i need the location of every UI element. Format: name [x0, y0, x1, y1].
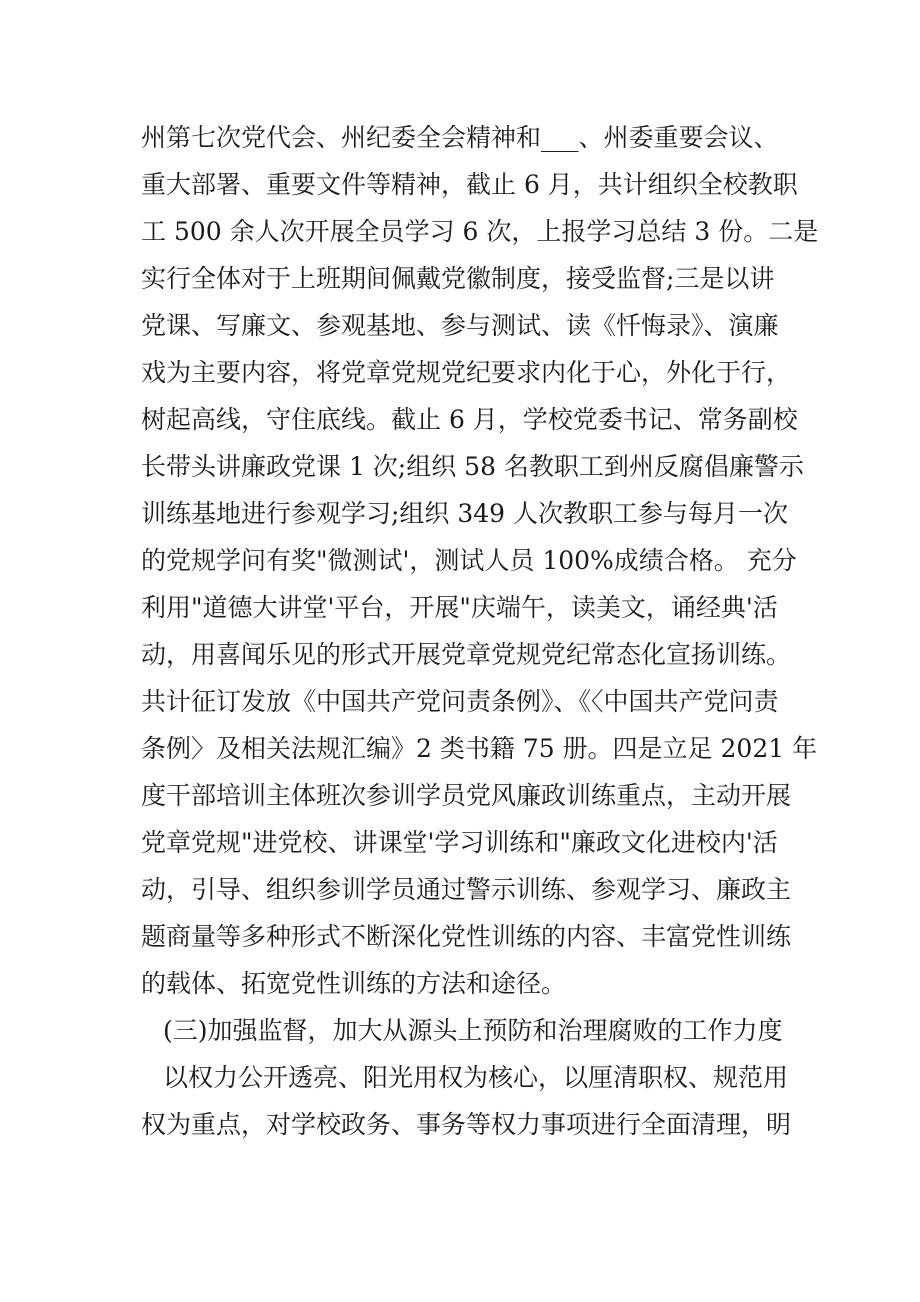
- paragraph-line: 的载体、拓宽党性训练的方法和途径。: [141, 969, 567, 998]
- paragraph-line: 的党规学问有奖"微测试'，测试人员 100%成绩合格。 充分: [141, 546, 797, 575]
- paragraph-line: 动，用喜闻乐见的形式开展党章党规党纪常态化宣扬训练。: [141, 640, 792, 669]
- paragraph-line: 以权力公开透亮、阳光用权为核心，以厘清职权、规范用: [163, 1063, 789, 1092]
- paragraph-line: 训练基地进行参观学习;组织 349 人次教职工参与每月一次: [141, 499, 789, 528]
- paragraph-line: 动，引导、组织参训学员通过警示训练、参观学习、廉政主: [141, 875, 792, 904]
- paragraph-line: 工 500 余人次开展全员学习 6 次，上报学习总结 3 份。二是: [141, 217, 819, 246]
- paragraph-line: 权为重点，对学校政务、事务等权力事项进行全面清理，明: [141, 1110, 792, 1139]
- paragraph-line: 党章党规"进党校、讲课堂'学习训练和"廉政文化进校内'活: [141, 828, 778, 857]
- document-body: [141, 114, 819, 1148]
- paragraph-line: 利用"道德大讲堂'平台，开展"庆端午，读美文，诵经典'活: [141, 593, 778, 622]
- paragraph-line: 重大部署、重要文件等精神，截止 6 月，共计组织全校教职: [141, 170, 798, 199]
- paragraph-line: 党课、写廉文、参观基地、参与测试、读《忏悔录》、演廉: [141, 311, 779, 340]
- paragraph-line: 共计征订发放《中国共产党问责条例》、《〈中国共产党问责: [141, 687, 779, 716]
- paragraph-line: 实行全体对于上班期间佩戴党徽制度，接受监督;三是以讲: [141, 264, 775, 293]
- paragraph-line: 条例〉及相关法规汇编》2 类书籍 75 册。四是立足 2021 年: [141, 734, 818, 763]
- paragraph-line: 长带头讲廉政党课 1 次;组织 58 名教职工到州反腐倡廉警示: [141, 452, 804, 481]
- section-heading: (三)加强监督，加大从源头上预防和治理腐败的工作力度: [163, 1016, 783, 1045]
- paragraph-line: 度干部培训主体班次参训学员党风廉政训练重点，主动开展: [141, 781, 792, 810]
- paragraph-line: 戏为主要内容，将党章党规党纪要求内化于心，外化于行，: [141, 358, 792, 387]
- paragraph-line: 州第七次党代会、州纪委全会精神和___、州委重要会议、: [141, 123, 779, 152]
- paragraph-line: 树起高线，守住底线。截止 6 月，学校党委书记、常务副校: [141, 405, 798, 434]
- paragraph-line: 题商量等多种形式不断深化党性训练的内容、丰富党性训练: [141, 922, 792, 951]
